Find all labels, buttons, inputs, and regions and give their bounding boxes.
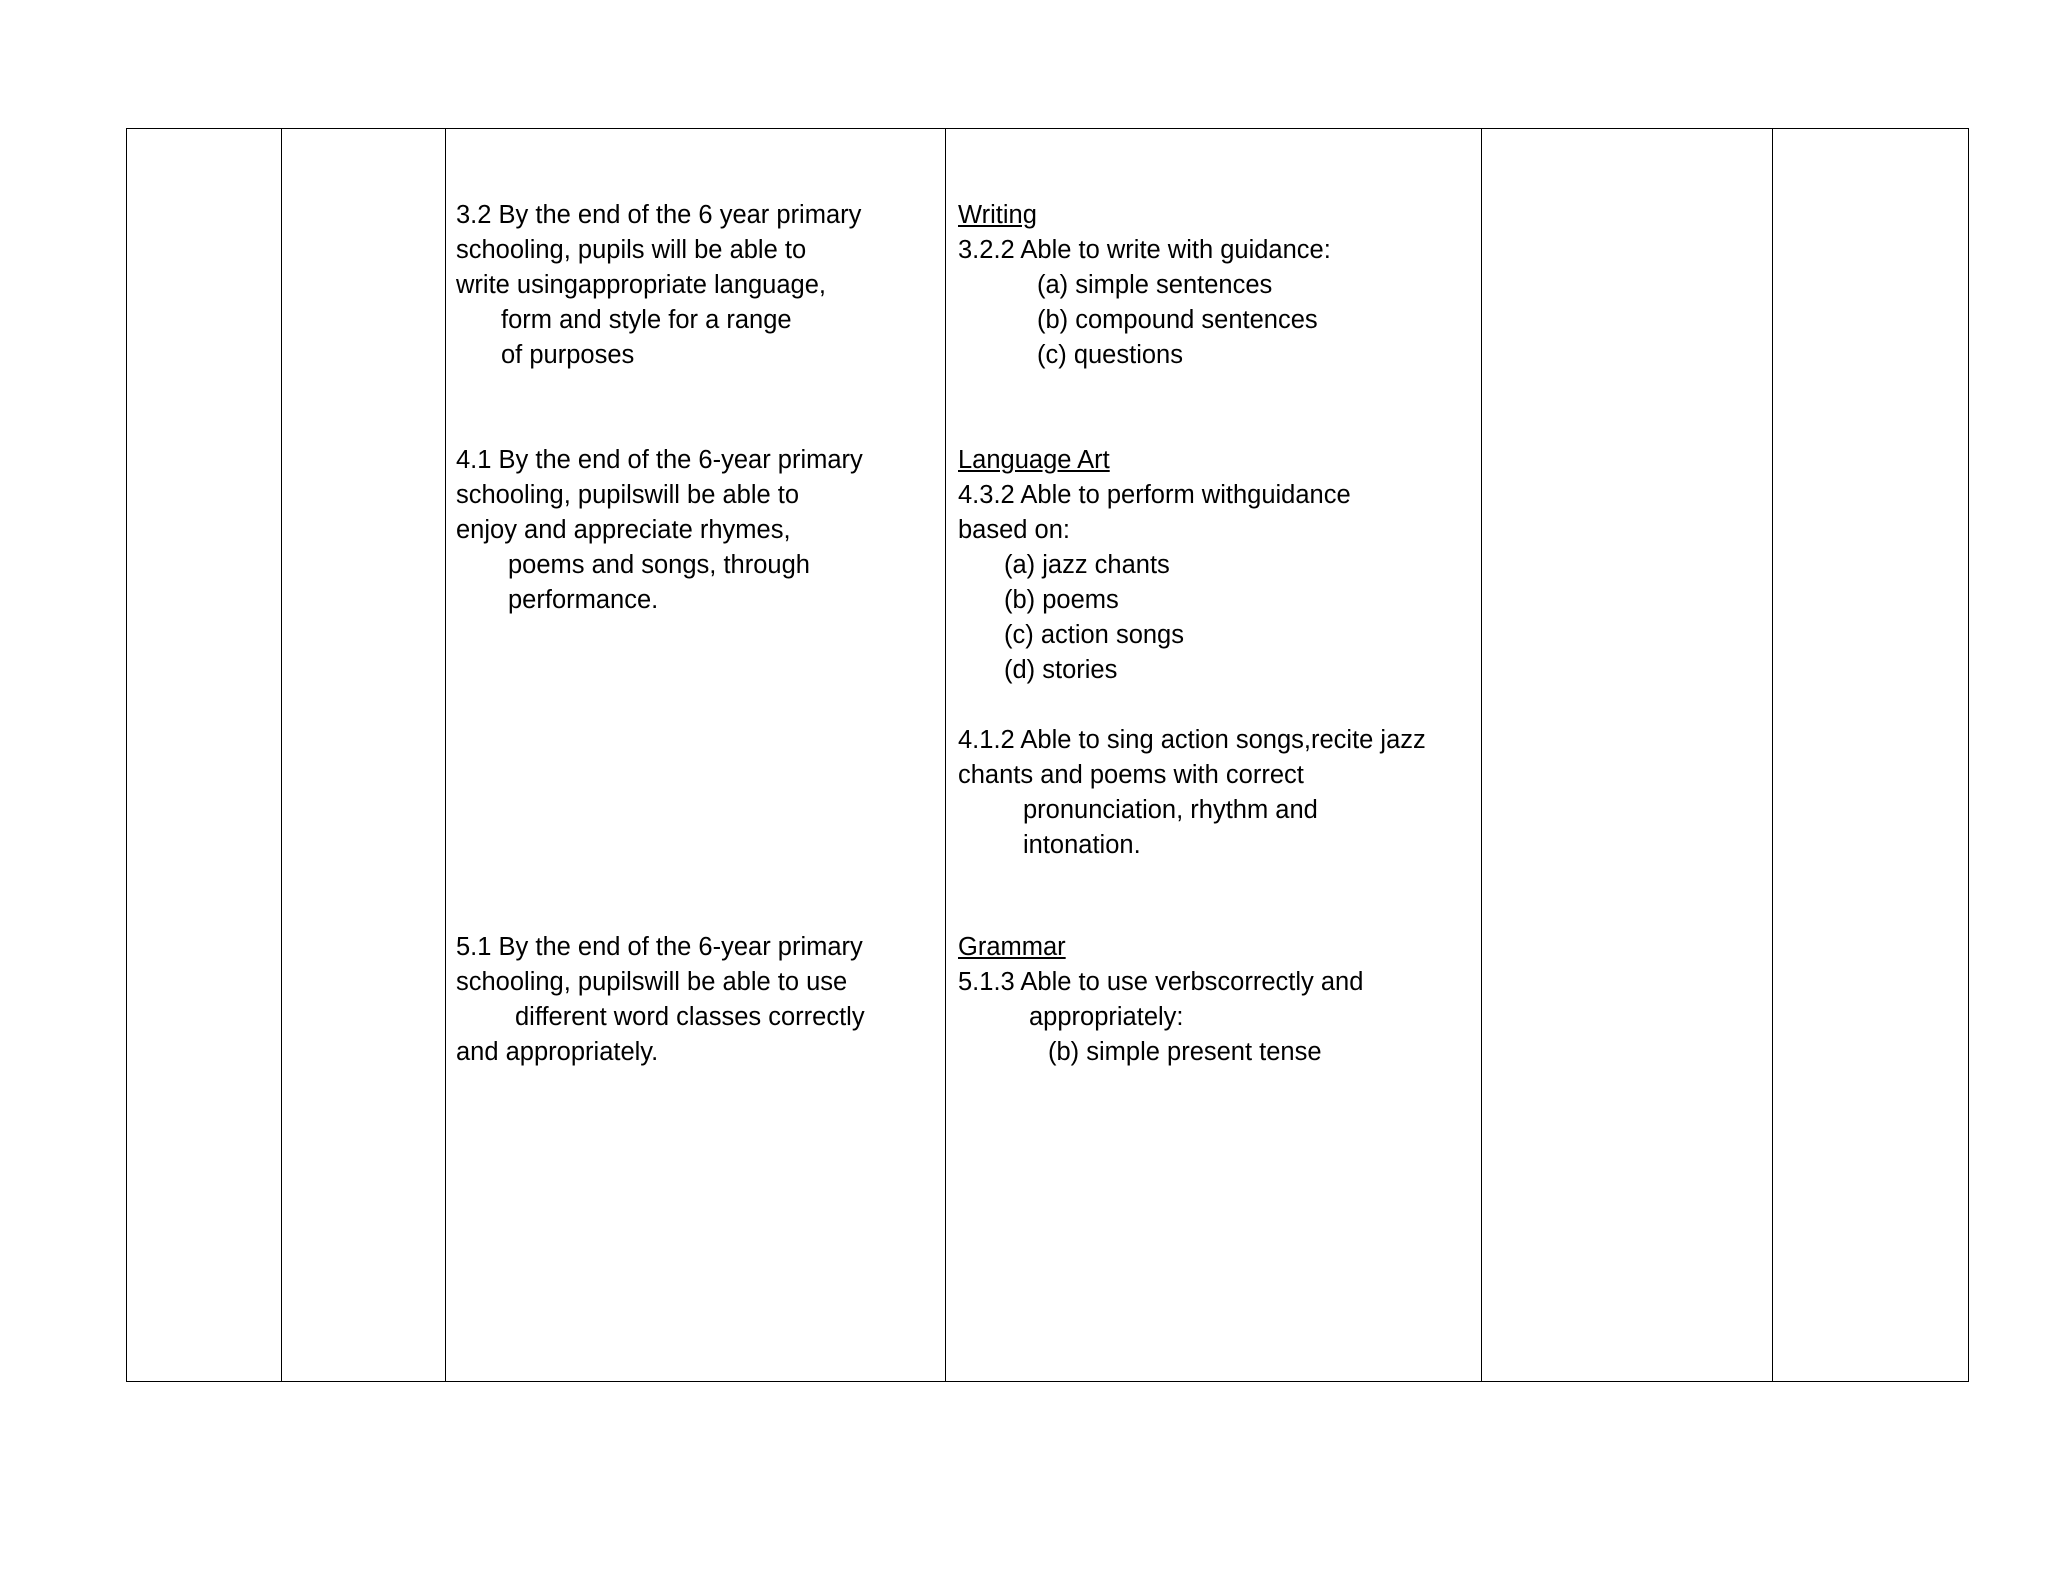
standard-4-1-2-line: chants and poems with correct: [958, 761, 1304, 789]
language-art-line: 4.3.2 Able to perform withguidance: [958, 481, 1351, 509]
writing-item: (a) simple sentences: [1037, 271, 1273, 299]
column-divider: [1481, 129, 1482, 1381]
standard-5-1-line: schooling, pupilswill be able to use: [456, 968, 848, 996]
standard-4-1-line: poems and songs, through: [508, 551, 810, 579]
standard-4-1-line: performance.: [508, 586, 659, 614]
standard-4-1-line: enjoy and appreciate rhymes,: [456, 516, 791, 544]
standard-3-2-line: of purposes: [501, 341, 635, 369]
grammar-heading: Grammar: [958, 933, 1066, 961]
language-art-item: (a) jazz chants: [1004, 551, 1170, 579]
column-divider: [1772, 129, 1773, 1381]
writing-item: (b) compound sentences: [1037, 306, 1318, 334]
standard-5-1-line: 5.1 By the end of the 6-year primary: [456, 933, 863, 961]
language-art-heading: Language Art: [958, 446, 1110, 474]
standard-4-1-line: schooling, pupilswill be able to: [456, 481, 800, 509]
column-divider: [945, 129, 946, 1381]
writing-line: 3.2.2 Able to write with guidance:: [958, 236, 1331, 264]
standard-4-1-2-line: pronunciation, rhythm and: [1023, 796, 1318, 824]
grammar-line: 5.1.3 Able to use verbscorrectly and: [958, 968, 1364, 996]
standard-3-2-line: 3.2 By the end of the 6 year primary: [456, 201, 862, 229]
standard-3-2-line: write usingappropriate language,: [456, 271, 826, 299]
standard-4-1-line: 4.1 By the end of the 6-year primary: [456, 446, 863, 474]
grammar-line: appropriately:: [1029, 1003, 1184, 1031]
column-divider: [281, 129, 282, 1381]
language-art-line: based on:: [958, 516, 1071, 544]
standard-4-1-2-line: intonation.: [1023, 831, 1141, 859]
language-art-item: (c) action songs: [1004, 621, 1184, 649]
grammar-item: (b) simple present tense: [1048, 1038, 1322, 1066]
language-art-item: (d) stories: [1004, 656, 1118, 684]
standard-4-1-2-line: 4.1.2 Able to sing action songs,recite jazz: [958, 726, 1426, 754]
standard-5-1-line: different word classes correctly: [515, 1003, 865, 1031]
standard-5-1-line: and appropriately.: [456, 1038, 659, 1066]
language-art-item: (b) poems: [1004, 586, 1119, 614]
writing-heading: Writing: [958, 201, 1037, 229]
column-divider: [445, 129, 446, 1381]
writing-item: (c) questions: [1037, 341, 1183, 369]
standard-3-2-line: schooling, pupils will be able to: [456, 236, 807, 264]
standard-3-2-line: form and style for a range: [501, 306, 792, 334]
